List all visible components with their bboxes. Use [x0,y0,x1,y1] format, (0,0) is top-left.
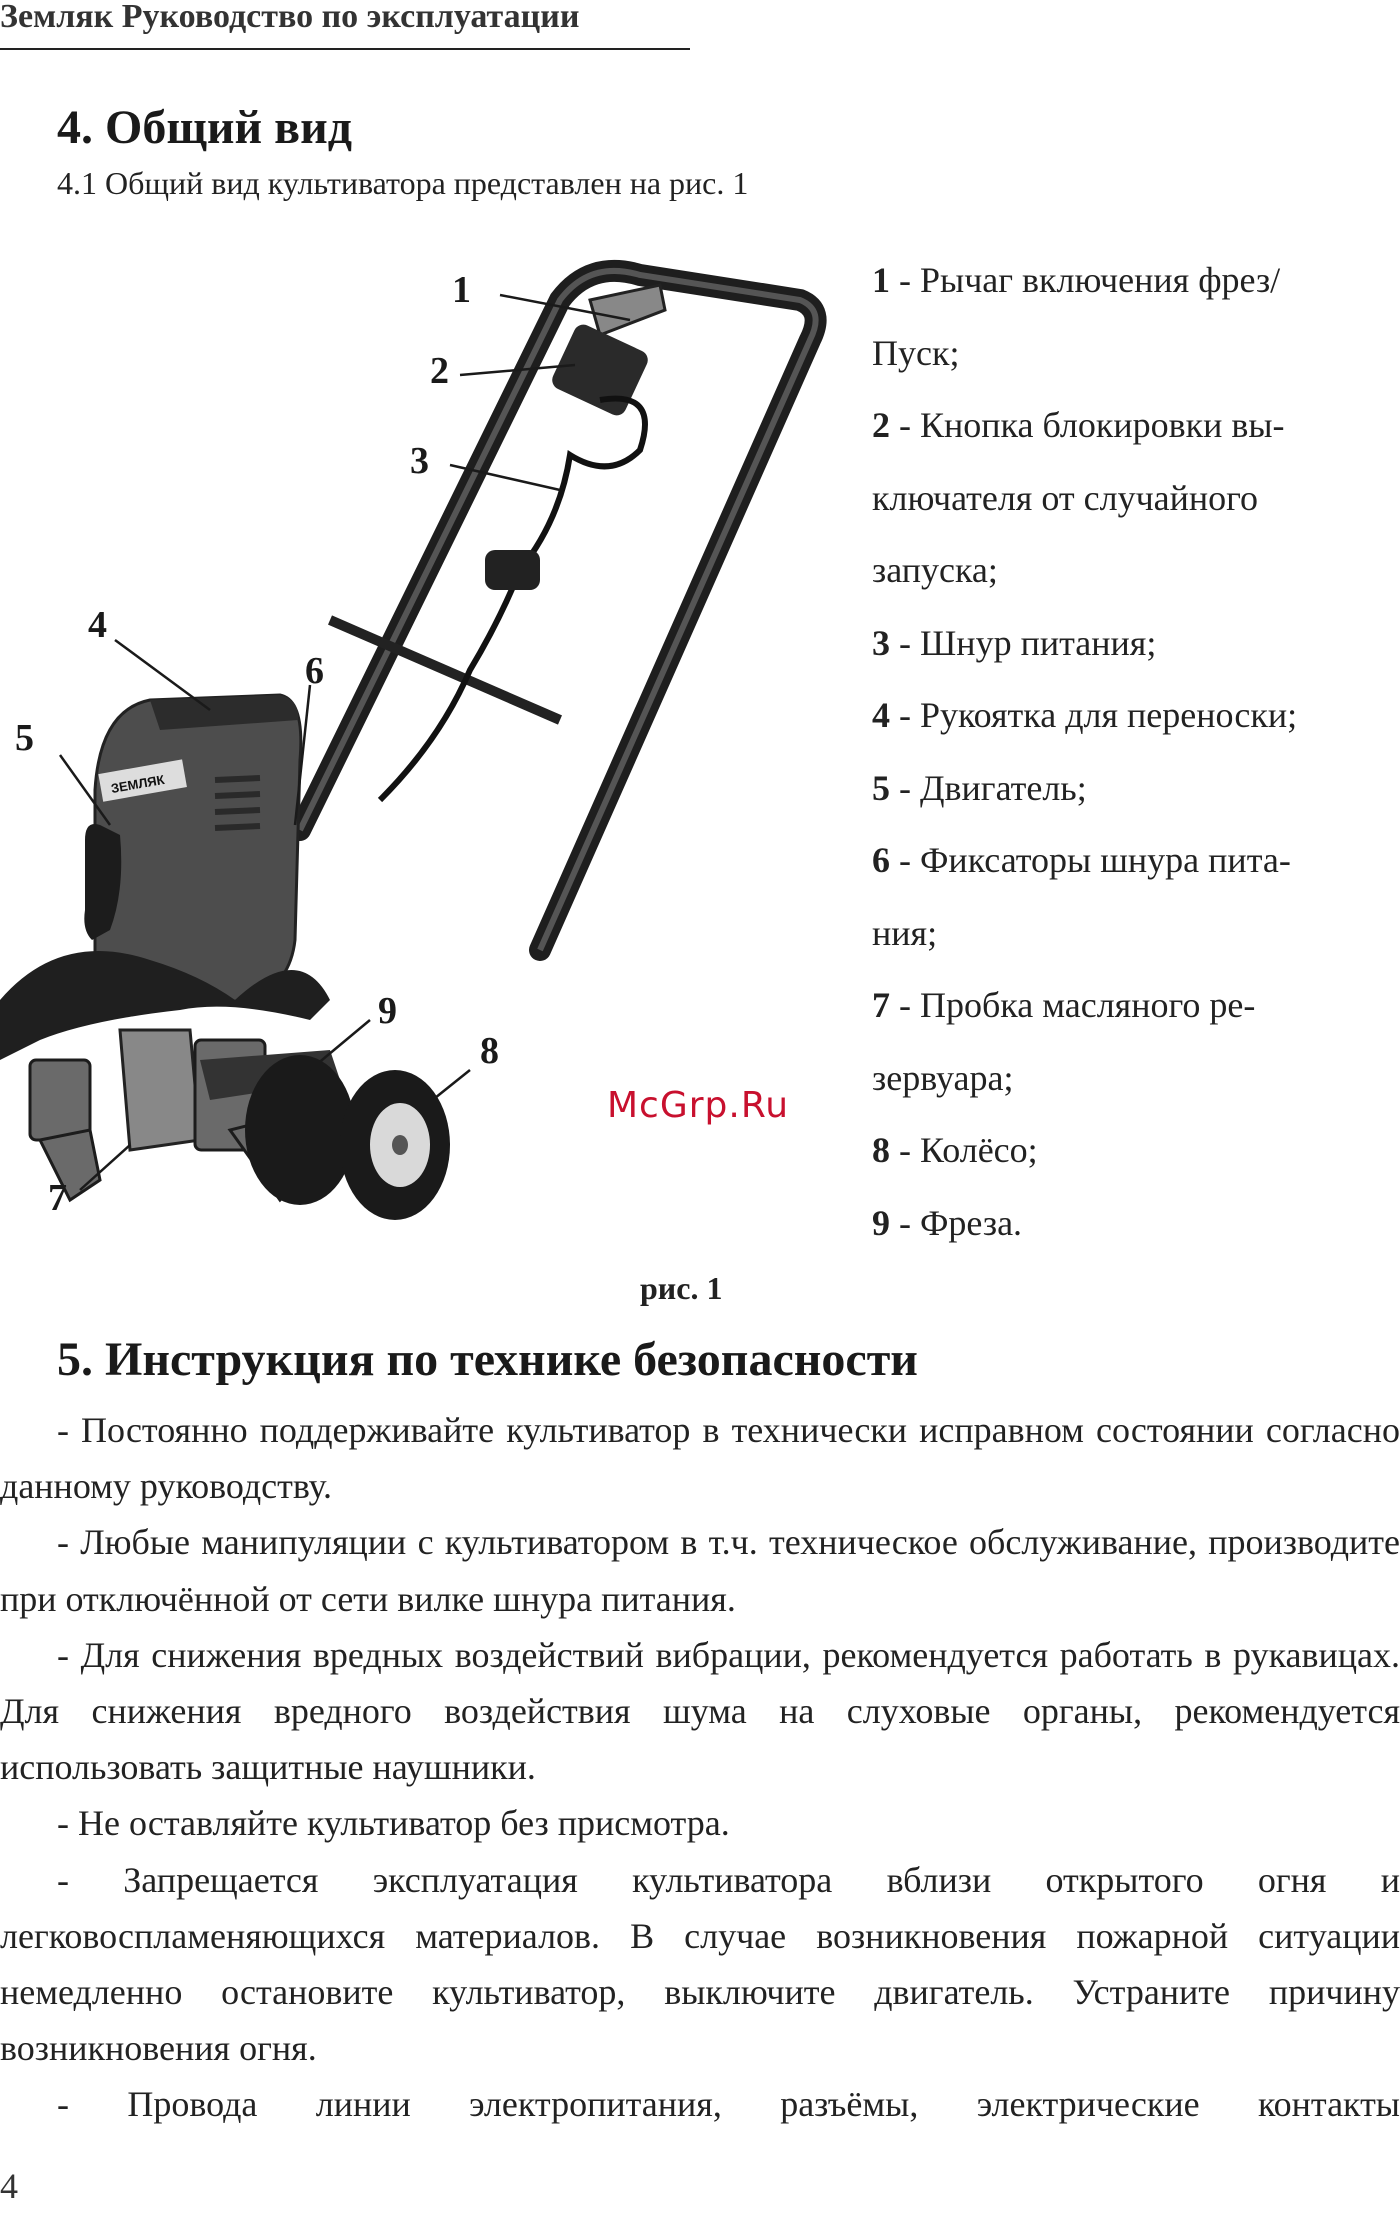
paragraph: - Для снижения вредных воздействий вибрации, рекомендуется работать в рукавицах. Для снижения вредного воздействия шума на слуховые органы, рекомендуется использовать защитные наушники. [0,1634,1400,1788]
callout-4: 4 [88,604,107,646]
legend-item: зервуара; [872,1057,1014,1098]
legend-item: 4 - Рукоятка для переноски; [872,695,1298,735]
gearbox [120,1030,200,1150]
figure-legend [872,244,1392,1259]
legend-item: 8 - Колёсо; [872,1130,1038,1170]
callout-8: 8 [480,1030,499,1072]
legend-item: 9 - Фреза. [872,1202,1023,1243]
legend-item: 1 - Рычаг включения фрез/ [872,260,1281,300]
cord-clamp [485,550,540,590]
wheel-axle [392,1135,408,1155]
legend-item: 5 - Двигатель; [872,767,1087,808]
callout-9: 9 [378,990,397,1032]
legend-item: 6 - Фиксаторы шнура пита- [872,840,1291,880]
page-number: 4 [0,2166,18,2206]
legend-item: запуска; [872,550,998,590]
callout-6: 6 [305,650,324,692]
callout-7: 7 [48,1177,67,1219]
paragraph: - Постоянно поддерживайте культиватор в технически исправном состоянии согласно данному руководству. [0,1410,1400,1507]
legend-item: ключателя от случайного [872,477,1259,518]
paragraph: - Любые манипуляции с культиватором в т.ч. техническое обслуживание, производите при отключённой от сети вилке шнура питания. [0,1522,1400,1619]
section-4-title: 4. Общий вид [57,101,353,154]
legend-item: Пуск; [872,332,960,373]
switch-lever [590,285,665,335]
running-header-title: Земляк Руководство по эксплуатации [0,0,580,35]
callout-3: 3 [410,440,429,482]
callout-1: 1 [452,269,471,311]
section-4-subtitle: 4.1 Общий вид культиватора представлен на рис. 1 [57,165,749,201]
rear-wheel [245,1055,355,1205]
callout-5: 5 [15,717,34,759]
running-header [0,0,690,50]
callout-2: 2 [430,350,449,392]
legend-item: 2 - Кнопка блокировки вы- [872,405,1285,445]
paragraph: - Запрещается эксплуатация культиватора вблизи открытого огня и легковоспламеняющихся материалов. В случае возникновения пожарной ситуации немедленно остановите культиватор, выключите двигатель. Устраните причину возникновения огня. [0,1859,1400,2069]
watermark: McGrp.Ru [607,1085,790,1126]
paragraph: - Не оставляйте культиватор без присмотра. [57,1803,730,1844]
brand-label: ЗЕМЛЯК [109,771,166,797]
legend-item: ния; [872,912,938,953]
section-5-title: 5. Инструкция по технике безопасности [57,1333,918,1386]
figure-caption: рис. 1 [640,1270,723,1306]
safety-instructions [0,1402,1400,2133]
paragraph: - Провода линии электропитания, разъёмы, электрические контакты [57,2084,1400,2125]
legend-item: 7 - Пробка масляного ре- [872,985,1256,1025]
legend-item: 3 - Шнур питания; [872,622,1157,663]
